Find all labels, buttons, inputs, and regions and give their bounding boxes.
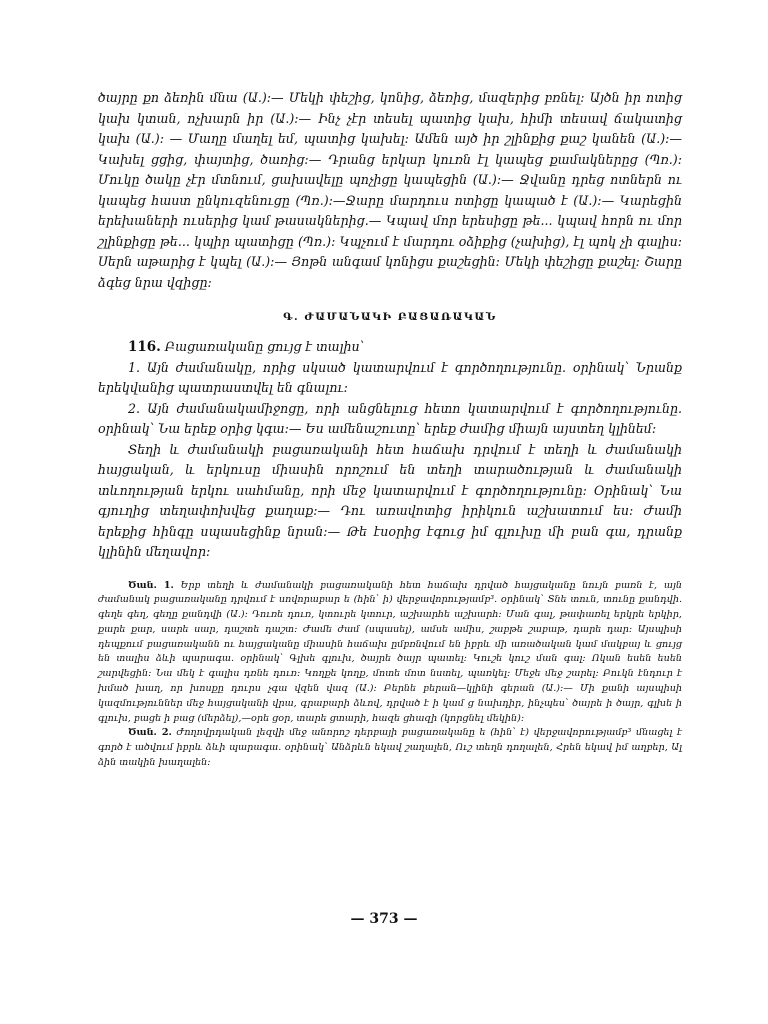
note-1 [98, 579, 682, 727]
note-label: Ծան. 2. [128, 727, 172, 739]
note-text: Երբ տեղի և ժամանակի բացառականի հետ հաճախ դրված հայցականը նույն բառն է, այն ժամանակ բացառականը դրվում է սովորաբար ե (հին՝ ի) վերջավորությամբ³. օրինակ՝ Տնե տուն, տունը քանդվի. գեղե գեղ, գեղը քանդվի (Ա.)։ Դուռե դուռ, կտուրե կտուր, աշխարհե աշխարհ։ Ման գալ, թափառել երկրե երկիր, քարե քար, սարե սար, դաշտե դաշտ։ Ժամե ժամ (սպասել), ամսե ամիս, շաբթե շաբաթ, դարե դար։ Այսպիսի դեպքում բացառականն ու հայցականը միասին հաճախ ըմբռնվում են իբրև մի առածական կամ մակբայ և ցույց են տալիս ձևի պարագա. օրինակ՝ Գլխե գլուխ, ծայրե ծայր պատել։ Կուշե կուշ ման գալ։ Ոկան եսեն եսեն շարվեցին։ Նա մեկ է գալիս դռնե դուռ։ Կողքե կողք, մոտե մոտ նստել, պառկել։ Մեջե մեջ շարել։ Բուկն էնդուր է խմած խաղ, որ խոսքը դուրս չգա վզեն վազ (Ա.)։ Բերնե բերան—կլինի գերան (Ա.)։— Մի քանի այսպիսի կազմություններ մեջ հայցականի վրա, գրաբարի ձևով, դրված է ի կամ ց նախդիր, ինչպես՝ ծայրե ի ծայր, գլխե ի գլուխ, բացե ի բաց (մերձել),—օրե ցօր, տարե ցտարի, հազե ցհազի (կորցնել մեկին)։ [98, 579, 682, 724]
section-item-2: 2. Այն ժամանակամիջոցը, որի անցնելուց հետո կատարվում է գործողությունը. օրինակ՝ Նա երեք օրից կգա։— Ես ամենաշուտը՝ երեք ժամից միայն այստեղ կլինեմ։ [98, 400, 682, 436]
page-body [98, 88, 682, 771]
note-2 [98, 726, 682, 770]
body-paragraph-continued: ծայրը քո ձեռին մնա (Ա.)։— Մեկի փեշից, կոնից, ձեռից, մազերից բռնել։ Այծն իր ոտից կախ կտան, ոչխարն իր (Ա.)։— Ինչ չէր տեսել պատից կախ, հիմի տեսավ ճակատից կախ (Ա.)։ — Մաղը մաղել եմ, պատից կախել։ Ամեն այծ իր շլինքից քաշ կանեն (Ա.)։— Կախել ցցից, փայտից, ծառից։— Դրանց երկար կուռն էլ կապեց քամակներըց (Պռ.)։ Մուկը ծակը չէր մտնում, ցախավելը պոչիցը կապեցին (Ա.)։— Ջվանը դրեց ոտներն ու կապեց հաստ ընկուզենուցը (Պռ.)։—Ջարը մարդուս ոտիցը կապած է (Ա.)։— Կարեցին երեխաների ուսերից կամ թասակներից.— Կպավ մոր երեսիցը թե... կպավ հորն ու մոր շլինքիցը թե... կպիր պատիցը (Պռ.)։ Կպչում է մարդու օձիքից (չախից), էլ պոկ չի գալիս։ Սերն աթարից է կպել (Ա.)։— Յոթն անգամ կոնիցս քաշեցին։ Մեկի փեշիցը քաշել։ Շարը ձգեց նրա վզիցը։ [98, 90, 682, 290]
note-text: Ժողովրդական լեզվի մեջ անորոշ դերբայի բացառականը ե (հին՝ է) վերջավորությամբ³ մնացել է գործ է ածվում իբրև ձևի պարագա. օրինակ՝ Անձրևն եկավ շաղալեն, Ուշ տեղն դողալեն, Հրեն եկավ իմ աղբեր, Ալ ձին տակին խաղալեն։ [98, 727, 682, 769]
page-number: — 373 — [350, 911, 418, 927]
section-number: 116. [128, 339, 161, 355]
section-title: Գ. ԺԱՄԱՆԱԿԻ ԲԱՑԱՌԱԿԱՆ [283, 311, 497, 323]
footnotes [98, 579, 682, 771]
section-heading [98, 337, 682, 358]
section-paragraph: Տեղի և ժամանակի բացառականի հետ հաճախ դրվում է տեղի և ժամանակի հայցական, և երկուսը միասին որոշում են տեղի տարածության և ժամանակի տևողության երկու սահմանը, որի մեջ կատարվում է գործողությունը։ Օրինակ՝ Նա գյուղից տեղափոխվեց քաղաք։— Դու առավոտից իրիկուն աշխատում ես։ Ժամի երեքից հինգը սպասեցինք նրան։— Թե էսօրից էգուց իմ գլուխը մի բան գա, դրանք կլինին մեղավոր։ [98, 441, 682, 559]
note-label: Ծան. 1. [128, 579, 174, 591]
section-heading-text: Բացառականը ցույց է տալիս՝ [164, 339, 365, 354]
section-item-1: 1. Այն ժամանակը, որից սկսած կատարվում է գործողությունը. օրինակ՝ Նրանք երեկվանից պատրաստվել են գնալու։ [98, 359, 682, 395]
